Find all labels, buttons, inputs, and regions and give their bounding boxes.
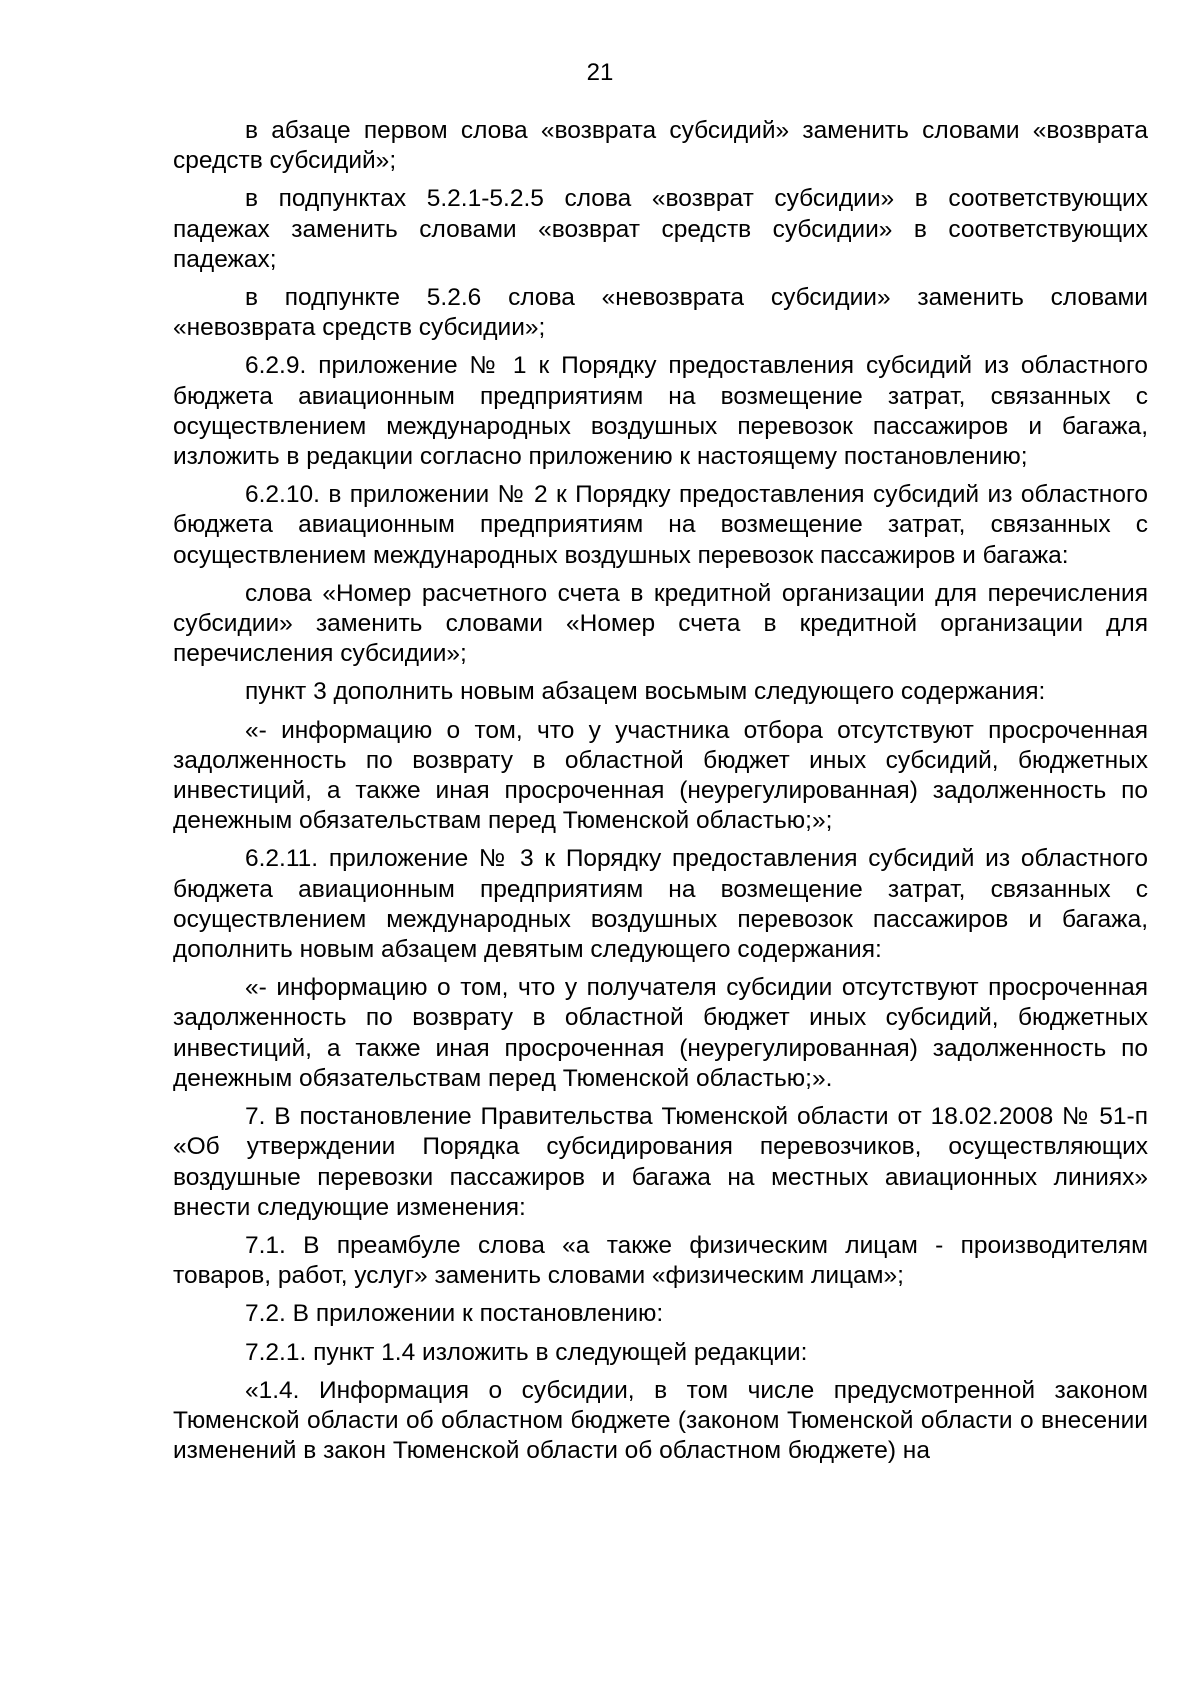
paragraph: 7. В постановление Правительства Тюменской области от 18.02.2008 № 51-п «Об утверждении Порядка субсидирования перевозчиков, осуществляющих воздушные перевозки пассажиров и багажа на местных авиационных линиях» внести следующие изменения:	[173, 1103, 1148, 1221]
paragraph: в подпункте 5.2.6 слова «невозврата субсидии» заменить словами «невозврата средств субсидии»;	[173, 284, 1148, 342]
paragraph: «- информацию о том, что у получателя субсидии отсутствуют просроченная задолженность по возврату в областной бюджет иных субсидий, бюджетных инвестиций, а также иная просроченная (неурегулированная) задолженность по денежным обязательствам перед Тюменской областью;».	[173, 974, 1148, 1092]
paragraph: 6.2.11. приложение № 3 к Порядку предоставления субсидий из областного бюджета авиационным предприятиям на возмещение затрат, связанных с осуществлением международных воздушных перевозок пассажиров и багажа, дополнить новым абзацем девятым следующего содержания:	[173, 845, 1148, 964]
paragraph: в подпунктах 5.2.1-5.2.5 слова «возврат субсидии» в соответствующих падежах заменить словами «возврат средств субсидии» в соответствующих падежах;	[173, 185, 1148, 273]
paragraph: 7.1. В преамбуле слова «а также физическим лицам - производителям товаров, работ, услуг» заменить словами «физическим лицам»;	[173, 1231, 1148, 1290]
paragraph: 7.2. В приложении к постановлению:	[245, 1300, 664, 1328]
paragraph: в абзаце первом слова «возврата субсидий» заменить словами «возврата средств субсидий»;	[173, 117, 1148, 175]
page-number: 21	[586, 59, 614, 86]
paragraph: 6.2.10. в приложении № 2 к Порядку предоставления субсидий из областного бюджета авиационным предприятиям на возмещение затрат, связанных с осуществлением международных воздушных перевозок пассажиров и багажа:	[173, 481, 1148, 569]
paragraph: «- информацию о том, что у участника отбора отсутствуют просроченная задолженность по возврату в областной бюджет иных субсидий, бюджетных инвестиций, а также иная просроченная (неурегулированная) задолженность по денежным обязательствам перед Тюменской областью;»;	[173, 716, 1148, 835]
paragraph: слова «Номер расчетного счета в кредитной организации для перечисления субсидии» заменить словами «Номер счета в кредитной организации для перечисления субсидии»;	[173, 579, 1148, 668]
paragraph: пункт 3 дополнить новым абзацем восьмым следующего содержания:	[245, 678, 1046, 706]
paragraph: «1.4. Информация о субсидии, в том числе предусмотренной законом Тюменской области об областном бюджете (законом Тюменской области о внесении изменений в закон Тюменской области об областном бюджете) на	[173, 1376, 1148, 1465]
paragraph: 6.2.9. приложение № 1 к Порядку предоставления субсидий из областного бюджета авиационным предприятиям на возмещение затрат, связанных с осуществлением международных воздушных перевозок пассажиров и багажа, изложить в редакции согласно приложению к настоящему постановлению;	[173, 352, 1148, 471]
document-body	[173, 116, 1148, 1474]
paragraph: 7.2.1. пункт 1.4 изложить в следующей редакции:	[245, 1338, 808, 1366]
